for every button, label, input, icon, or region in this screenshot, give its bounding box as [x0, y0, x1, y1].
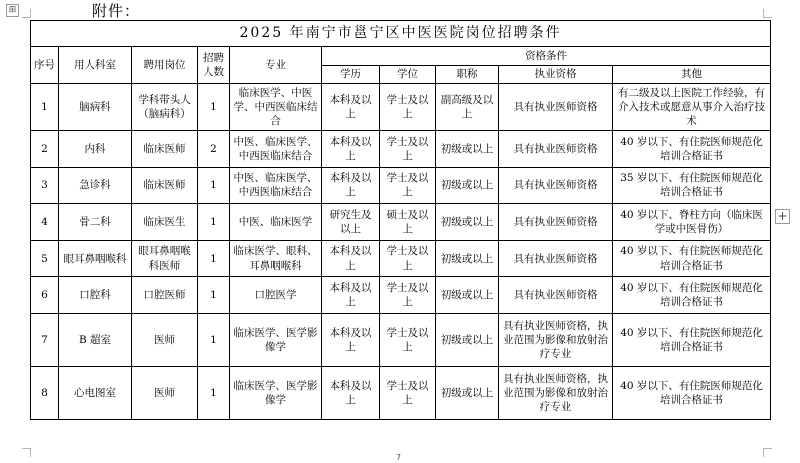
- cell-other: 40 岁以下、脊柱方向（临床医学或中医骨伤）: [613, 204, 771, 241]
- cell-no: 7: [31, 314, 59, 367]
- cell-degree: 学士及以上: [380, 84, 436, 131]
- cell-dept: 眼耳鼻咽喉科: [59, 240, 132, 277]
- cell-title: 初级或以上: [436, 130, 499, 167]
- cell-license: 具有执业医师资格: [499, 130, 613, 167]
- table-row: [31, 314, 771, 367]
- cell-license: 具有执业医师资格，执业范围为影像和放射治疗专业: [499, 314, 613, 367]
- cell-title: 初级或以上: [436, 277, 499, 314]
- cell-post: 医师: [132, 367, 198, 420]
- cell-license: 具有执业医师资格: [499, 240, 613, 277]
- cell-post: 临床医生: [132, 204, 198, 241]
- page-corner-mark: [22, 9, 31, 18]
- cell-degree: 学士及以上: [380, 367, 436, 420]
- cell-count: 1: [198, 277, 230, 314]
- page-corner-mark: [763, 9, 772, 18]
- cell-license: 具有执业医师资格: [499, 84, 613, 131]
- table-row: [31, 84, 771, 131]
- header-license: 执业资格: [499, 65, 613, 83]
- cell-edu: 本科及以上: [322, 130, 380, 167]
- cell-major: 中医、临床医学: [230, 204, 322, 241]
- table-row: [31, 240, 771, 277]
- header-dept: 用人科室: [59, 47, 132, 84]
- cell-no: 3: [31, 167, 59, 204]
- header-other: 其他: [613, 65, 771, 83]
- cell-edu: 本科及以上: [322, 367, 380, 420]
- header-no: 序号: [31, 47, 59, 84]
- cell-edu: 研究生及以上: [322, 204, 380, 241]
- cell-dept: B 超室: [59, 314, 132, 367]
- cell-dept: 急诊科: [59, 167, 132, 204]
- cell-license: 具有执业医师资格: [499, 204, 613, 241]
- cell-post: 医师: [132, 314, 198, 367]
- table-title: 2025 年南宁市邕宁区中医医院岗位招聘条件: [31, 21, 771, 47]
- cell-count: 1: [198, 204, 230, 241]
- header-count: 招聘人数: [198, 47, 230, 84]
- page-corner-mark: [22, 448, 31, 457]
- cell-edu: 本科及以上: [322, 167, 380, 204]
- cell-other: 有二级及以上医院工作经验，有介入技术或愿意从事介入治疗技术: [613, 84, 771, 131]
- cell-degree: 学士及以上: [380, 240, 436, 277]
- cell-post: 学科带头人（脑病科）: [132, 84, 198, 131]
- cell-degree: 硕士及以上: [380, 204, 436, 241]
- cell-other: 40 岁以下、有住院医师规范化培训合格证书: [613, 277, 771, 314]
- table-row: [31, 204, 771, 241]
- cell-degree: 学士及以上: [380, 130, 436, 167]
- cell-major: 口腔医学: [230, 277, 322, 314]
- cell-major: 临床医学、医学影像学: [230, 367, 322, 420]
- cell-major: 中医、临床医学、中西医临床结合: [230, 167, 322, 204]
- cell-no: 6: [31, 277, 59, 314]
- add-row-icon[interactable]: +: [775, 209, 790, 224]
- cell-dept: 内科: [59, 130, 132, 167]
- cell-major: 临床医学、眼科、耳鼻咽喉科: [230, 240, 322, 277]
- cell-count: 1: [198, 367, 230, 420]
- header-title: 职称: [436, 65, 499, 83]
- cell-count: 1: [198, 314, 230, 367]
- header-edu: 学历: [322, 65, 380, 83]
- cell-title: 副高级及以上: [436, 84, 499, 131]
- cell-no: 5: [31, 240, 59, 277]
- cell-count: 2: [198, 130, 230, 167]
- cell-dept: 骨二科: [59, 204, 132, 241]
- cell-major: 临床医学、中医学、中西医临床结合: [230, 84, 322, 131]
- table-move-handle-icon[interactable]: ⊞: [6, 4, 19, 17]
- cell-dept: 口腔科: [59, 277, 132, 314]
- cell-other: 40 岁以下、有住院医师规范化培训合格证书: [613, 130, 771, 167]
- page-corner-mark: [763, 448, 772, 457]
- cell-post: 眼耳鼻咽喉科医师: [132, 240, 198, 277]
- cell-title: 初级或以上: [436, 240, 499, 277]
- cell-no: 8: [31, 367, 59, 420]
- cell-edu: 本科及以上: [322, 84, 380, 131]
- header-major: 专业: [230, 47, 322, 84]
- cell-license: 具有执业医师资格: [499, 277, 613, 314]
- cell-no: 4: [31, 204, 59, 241]
- cell-other: 35 岁以下、有住院医师规范化培训合格证书: [613, 167, 771, 204]
- cell-edu: 本科及以上: [322, 240, 380, 277]
- recruitment-table: [30, 20, 771, 420]
- cell-license: 具有执业医师资格: [499, 167, 613, 204]
- cell-no: 1: [31, 84, 59, 131]
- cell-count: 1: [198, 167, 230, 204]
- cell-edu: 本科及以上: [322, 277, 380, 314]
- cell-title: 初级或以上: [436, 314, 499, 367]
- cell-title: 初级或以上: [436, 367, 499, 420]
- cell-degree: 学士及以上: [380, 167, 436, 204]
- cell-degree: 学士及以上: [380, 277, 436, 314]
- header-qualifications: 资格条件: [322, 47, 771, 65]
- cell-title: 初级或以上: [436, 204, 499, 241]
- cell-license: 具有执业医师资格，执业范围为影像和放射治疗专业: [499, 367, 613, 420]
- cell-degree: 学士及以上: [380, 314, 436, 367]
- cell-other: 40 岁以下、有住院医师规范化培训合格证书: [613, 314, 771, 367]
- table-row: [31, 277, 771, 314]
- attachment-label: 附件：: [92, 2, 141, 20]
- cell-post: 临床医师: [132, 130, 198, 167]
- table-row: [31, 130, 771, 167]
- cell-other: 40 岁以下、有住院医师规范化培训合格证书: [613, 367, 771, 420]
- cell-dept: 脑病科: [59, 84, 132, 131]
- header-degree: 学位: [380, 65, 436, 83]
- cell-no: 2: [31, 130, 59, 167]
- page-number: 7: [396, 453, 402, 462]
- cell-other: 40 岁以下、有住院医师规范化培训合格证书: [613, 240, 771, 277]
- cell-dept: 心电图室: [59, 367, 132, 420]
- table-row: [31, 167, 771, 204]
- cell-post: 口腔医师: [132, 277, 198, 314]
- cell-count: 1: [198, 240, 230, 277]
- cell-major: 中医、临床医学、中西医临床结合: [230, 130, 322, 167]
- cell-edu: 本科及以上: [322, 314, 380, 367]
- cell-title: 初级或以上: [436, 167, 499, 204]
- cell-count: 1: [198, 84, 230, 131]
- table-row: [31, 367, 771, 420]
- cell-major: 临床医学、医学影像学: [230, 314, 322, 367]
- cell-post: 临床医师: [132, 167, 198, 204]
- header-post: 聘用岗位: [132, 47, 198, 84]
